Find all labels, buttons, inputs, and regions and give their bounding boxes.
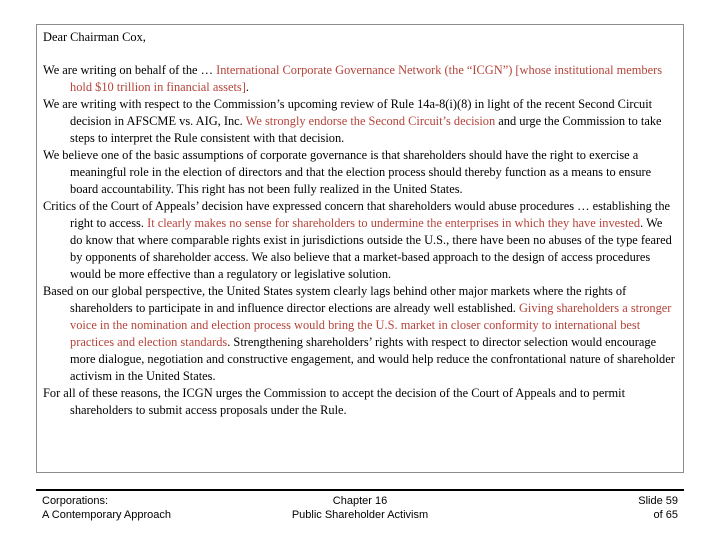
letter-paragraph-2	[43, 96, 677, 147]
body-text: Critics of the Court of Appeals’ decision have expressed concern that shareholders would abuse procedures … establishing the right to access.	[43, 199, 671, 230]
footer-slide-number	[638, 494, 678, 522]
footer-slide-total: of 65	[653, 509, 678, 521]
body-text: and urge the Commission to take steps to interpret the Rule consistent with that decision.	[70, 114, 662, 145]
letter-paragraph-6	[43, 385, 677, 419]
letter-paragraph-1	[43, 62, 677, 96]
footer-divider	[36, 489, 684, 491]
body-text: . We do know that where comparable rights exist in jurisdictions outside the U.S., there have been no abuses of the type feared by opponents of shareholder access. We also believe that a market-based approach to the design of access procedures would be more effective than a regulatory or legislative solution.	[70, 216, 672, 281]
body-text: We believe one of the basic assumptions of corporate governance is that shareholders should have the right to exercise a meaningful role in the election of directors and that the election process should thereby function as a means to ensure board accountability. This right has not been fully realized in the United States.	[43, 148, 652, 196]
body-text: We are writing with respect to the Commission’s upcoming review of Rule 14a-8(i)(8) in light of the recent Second Circuit decision in AFSCME vs. AIG, Inc.	[43, 97, 653, 128]
body-text: . Strengthening shareholders’ rights with respect to director selection would encourage more dialogue, negotiation and constructive engagement, and would help reduce the confrontational nature of shareholder activism in the United States.	[70, 335, 675, 383]
highlighted-text: We strongly endorse the Second Circuit’s decision	[245, 114, 496, 128]
footer-chapter-number: Chapter 16	[332, 495, 388, 507]
footer-slide-current: Slide 59	[638, 495, 678, 507]
letter-text-box	[36, 24, 684, 473]
letter-paragraph-3	[43, 147, 677, 198]
footer-book-title	[42, 494, 171, 522]
highlighted-text: Giving shareholders a stronger voice in the nomination and election process would bring the U.S. market in closer conformity to international best practices and election standards	[70, 301, 672, 349]
letter-paragraph-4	[43, 198, 677, 283]
footer-chapter-title: Public Shareholder Activism	[291, 509, 429, 521]
footer-chapter	[260, 494, 460, 522]
body-text: Based on our global perspective, the United States system clearly lags behind other major markets where the rights of shareholders to participate in and influence director elections are already well established.	[43, 284, 627, 315]
body-text: We are writing on behalf of the …	[43, 63, 217, 77]
highlighted-text: It clearly makes no sense for shareholders to undermine the enterprises in which they have invested	[147, 216, 641, 230]
body-text: .	[245, 80, 249, 94]
footer-book-title-line2: A Contemporary Approach	[42, 509, 172, 521]
letter-greeting: Dear Chairman Cox,	[43, 30, 146, 44]
highlighted-text: International Corporate Governance Network (the “ICGN”) [whose institutional members hold $10 trillion in financial assets]	[70, 63, 663, 94]
footer-book-title-line1: Corporations:	[42, 495, 109, 507]
letter-paragraph-5	[43, 283, 677, 385]
body-text: For all of these reasons, the ICGN urges the Commission to accept the decision of the Court of Appeals and to permit shareholders to submit access proposals under the Rule.	[43, 386, 626, 417]
